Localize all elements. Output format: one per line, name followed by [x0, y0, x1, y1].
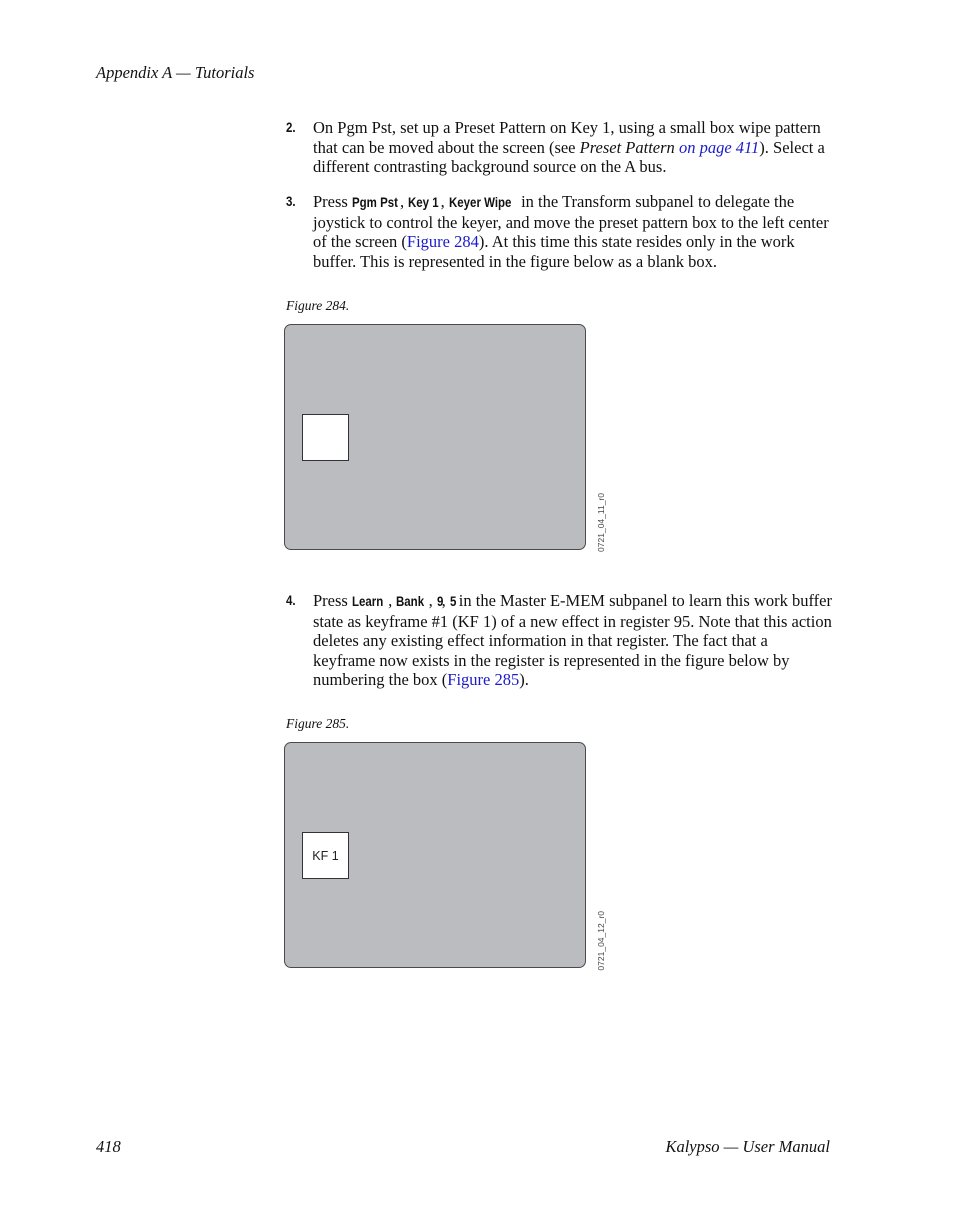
button-name-pgm-pst: Pgm Pst: [351, 194, 398, 210]
step-2: [286, 118, 834, 177]
figure-id: 0721_04_12_r0: [596, 911, 606, 971]
footer-title: Kalypso — User Manual: [665, 1137, 830, 1156]
step-number: 4.: [286, 592, 296, 608]
step-text: Press Learn , Bank , 9, 5 in the Master E-MEM subpanel to learn this work buffer state as keyframe #1 (KF 1) of a new effect in register 95. Note that this action deletes any existing effect information in that register. The fact that a keyframe now exists in the register is represented in the figure below by numbering the box (Figure 285).: [313, 591, 832, 690]
button-name-9: 9: [436, 593, 444, 609]
button-name-bank: Bank: [396, 593, 425, 609]
screen-illustration: [284, 324, 586, 550]
figure-284-link[interactable]: Figure 284: [406, 232, 479, 252]
screen-illustration: [284, 742, 586, 968]
button-name-learn: Learn: [351, 593, 384, 609]
preset-pattern-box: [302, 414, 349, 461]
step-number: 2.: [286, 119, 296, 135]
figure-caption: Figure 284.: [286, 298, 350, 313]
button-name-5: 5: [449, 593, 457, 609]
button-name-key-1: Key 1: [408, 194, 439, 210]
step-number: 3.: [286, 193, 296, 209]
cross-reference-title: Preset Pattern: [579, 137, 679, 157]
button-name-keyer-wipe: Keyer Wipe: [448, 194, 512, 210]
step-text: On Pgm Pst, set up a Preset Pattern on Key 1, using a small box wipe pattern that can be moved about the screen (see Preset Pattern on page 411). Select a different contrasting background source on the A bus.: [313, 118, 825, 177]
step-4: [286, 591, 834, 690]
running-head: Appendix A — Tutorials: [96, 63, 255, 82]
figure-285-link[interactable]: Figure 285: [447, 670, 520, 690]
step-text: Press Pgm Pst , Key 1 , Keyer Wipe in the Transform subpanel to delegate the joystick to control the keyer, and move the preset pattern box to the left center of the screen (Figure 284). At this time this state resides only in the work buffer. This is represented in the figure below as a blank box.: [313, 192, 829, 271]
keyframe-box: KF 1: [302, 832, 349, 879]
figure-caption: Figure 285.: [286, 716, 350, 731]
step-3: [286, 192, 834, 271]
cross-reference-link[interactable]: on page 411: [678, 137, 760, 157]
figure-id: 0721_04_11_r0: [596, 493, 606, 552]
page-number: 418: [96, 1137, 121, 1156]
